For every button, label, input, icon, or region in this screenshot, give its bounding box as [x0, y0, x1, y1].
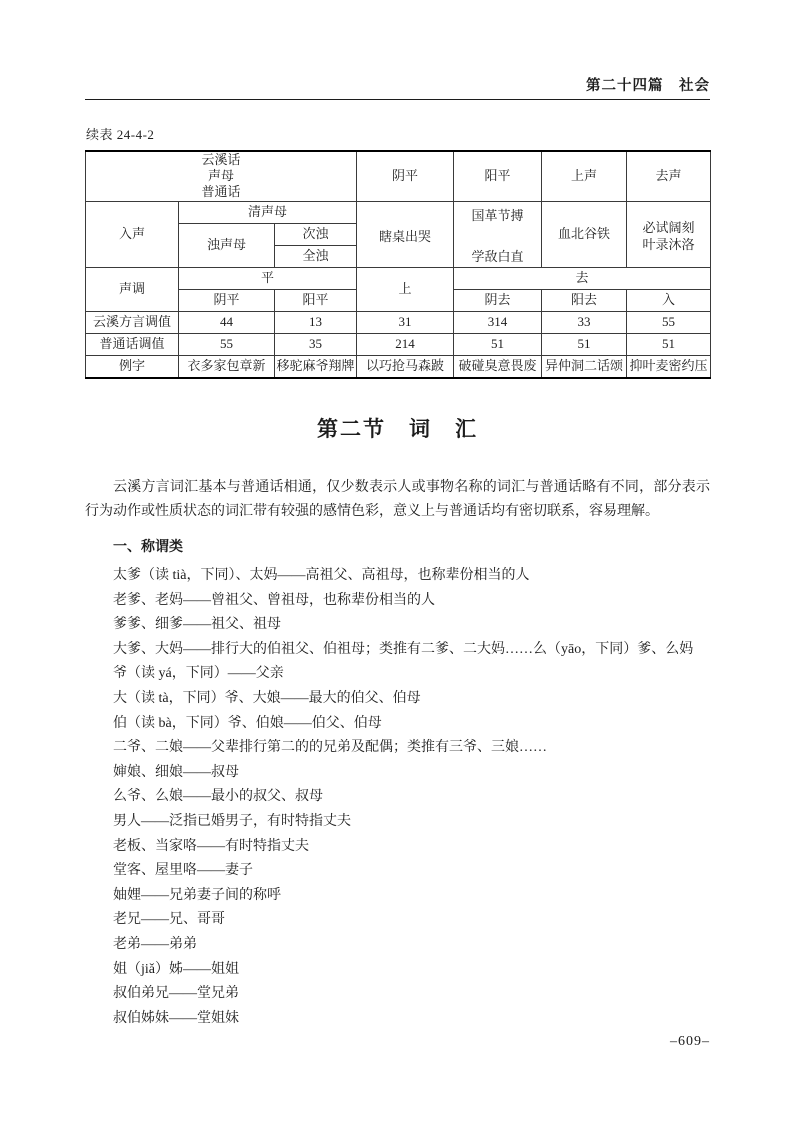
example-yangping-voiceless: 国革节搏	[471, 208, 524, 223]
cell-tone-yinping: 阴平	[357, 151, 454, 201]
example-qusheng-line2: 叶录沐洛	[642, 237, 695, 252]
section-title: 第二节 词 汇	[317, 418, 478, 441]
cell-voiced-label: 浊声母	[179, 223, 275, 267]
term-entry: 爷（读 yá，下同）——父亲	[113, 666, 284, 682]
term-entry: 二爷、二娘——父辈排行第二的的兄弟及配偶；类推有三爷、三娘……	[113, 740, 547, 756]
term-entry: 妯娌——兄弟妻子间的称呼	[113, 887, 281, 903]
table-row	[86, 355, 711, 378]
term-entry: 大（读 tà，下同）爷、大娘——最大的伯父、伯母	[113, 690, 421, 706]
term-entry: 伯（读 bà，下同）爷、伯娘——伯父、伯母	[113, 715, 382, 731]
cell-example-chars: 以巧抢马森跛	[357, 355, 454, 378]
cell-qu-label: 去	[454, 267, 711, 289]
corner-line-1: 云溪话	[201, 152, 241, 168]
cell-dialect-value: 33	[542, 311, 627, 333]
subheading-category: 一、称谓类	[113, 538, 183, 554]
cell-shang-label: 上	[357, 267, 454, 311]
cell-example-chars: 异仲洞二话颂	[542, 355, 627, 378]
term-entry: 叔伯弟兄——堂兄弟	[113, 986, 239, 1002]
cell-shengdiao-label: 声调	[86, 267, 179, 311]
page-number: –609–	[670, 1034, 710, 1049]
cell-example-chars: 抑叶麦密约压	[627, 355, 711, 378]
cell-dialect-value: 44	[179, 311, 275, 333]
intro-paragraph: 云溪方言词汇基本与普通话相通，仅少数表示人或事物名称的词汇与普通话略有不同，部分表示行为动作或性质状态的词汇带有较强的感情色彩，意义上与普通话均有密切联系，容易理解。	[85, 480, 710, 519]
cell-example-chars-label: 例字	[86, 355, 179, 378]
cell-dialect-value: 55	[627, 311, 711, 333]
table-row	[86, 267, 711, 289]
cell-mandarin-value: 51	[627, 333, 711, 355]
cell-entering-tone-label: 入声	[86, 201, 179, 267]
cell-dialect-value: 314	[454, 311, 542, 333]
cell-corner	[86, 151, 357, 201]
cell-example-chars: 衣多家包章新	[179, 355, 275, 378]
example-qusheng-line1: 必试阔刻	[642, 220, 695, 235]
phonology-table-wrapper	[85, 150, 710, 379]
cell-example-qusheng	[627, 201, 711, 267]
table-caption: 续表 24-4-2	[86, 127, 155, 142]
corner-line-2: 声母	[208, 168, 235, 184]
cell-subvoiced-quan: 全浊	[275, 245, 357, 267]
cell-mandarin-value: 51	[454, 333, 542, 355]
term-entry: 男人——泛指已婚男子，有时特指丈夫	[113, 813, 351, 829]
cell-sub-yinqu: 阴去	[454, 289, 542, 311]
term-entry: 叔伯姊妹——堂姐妹	[113, 1010, 239, 1026]
cell-mandarin-value: 51	[542, 333, 627, 355]
table-row	[86, 201, 711, 223]
cell-mandarin-values-label: 普通话调值	[86, 333, 179, 355]
cell-subvoiced-ci: 次浊	[275, 223, 357, 245]
term-entry: 老弟——弟弟	[113, 936, 197, 952]
table-row	[86, 333, 711, 355]
term-entry: 老兄——兄、哥哥	[113, 912, 225, 928]
cell-dialect-values-label: 云溪方言调值	[86, 311, 179, 333]
term-entry: 太爹（读 tià，下同）、太妈——高祖父、高祖母，也称辈份相当的人	[113, 568, 530, 583]
cell-sub-ru: 入	[627, 289, 711, 311]
cell-tone-shangsheng: 上声	[542, 151, 627, 201]
cell-voiceless-label: 清声母	[179, 201, 357, 223]
term-entry: 老爹、老妈——曾祖父、曾祖母，也称辈份相当的人	[113, 592, 435, 608]
cell-ping-label: 平	[179, 267, 357, 289]
table-row	[86, 151, 711, 201]
term-entry: 么爷、么娘——最小的叔父、叔母	[113, 789, 323, 805]
cell-dialect-value: 13	[275, 311, 357, 333]
phonology-table	[85, 150, 711, 379]
cell-mandarin-value: 35	[275, 333, 357, 355]
cell-tone-qusheng: 去声	[627, 151, 711, 201]
term-entry: 大爹、大妈——排行大的伯祖父、伯祖母；类推有二爹、二大妈……么（yāo，下同）爹、么妈	[113, 641, 694, 657]
example-yangping-voiced: 学敌白直	[471, 249, 524, 264]
term-entry: 姐（jiǎ）姊——姐姐	[113, 961, 239, 977]
corner-line-3: 普通话	[201, 184, 241, 200]
cell-example-shangsheng: 血北谷铁	[542, 201, 627, 267]
cell-example-chars: 移驼麻爷翔牌	[275, 355, 357, 378]
cell-sub-yinping: 阴平	[179, 289, 275, 311]
cell-example-chars: 破碰臭意畏废	[454, 355, 542, 378]
cell-mandarin-value: 214	[357, 333, 454, 355]
cell-tone-yangping: 阳平	[454, 151, 542, 201]
running-header: 第二十四篇 社会	[586, 78, 710, 94]
term-entry: 堂客、屋里咯——妻子	[113, 863, 253, 879]
term-list	[85, 564, 725, 1031]
table-row	[86, 311, 711, 333]
cell-mandarin-value: 55	[179, 333, 275, 355]
term-entry: 婶娘、细娘——叔母	[113, 764, 239, 780]
term-entry: 老板、当家咯——有时特指丈夫	[113, 838, 309, 854]
example-yinping-text: 瞎桌出哭	[379, 228, 432, 244]
term-entry: 爹爹、细爹——祖父、祖母	[113, 617, 281, 633]
cell-example-yangping	[454, 201, 542, 267]
cell-sub-yangqu: 阳去	[542, 289, 627, 311]
header-rule	[85, 99, 710, 100]
cell-sub-yangping: 阳平	[275, 289, 357, 311]
cell-example-yinping	[357, 201, 454, 267]
cell-dialect-value: 31	[357, 311, 454, 333]
